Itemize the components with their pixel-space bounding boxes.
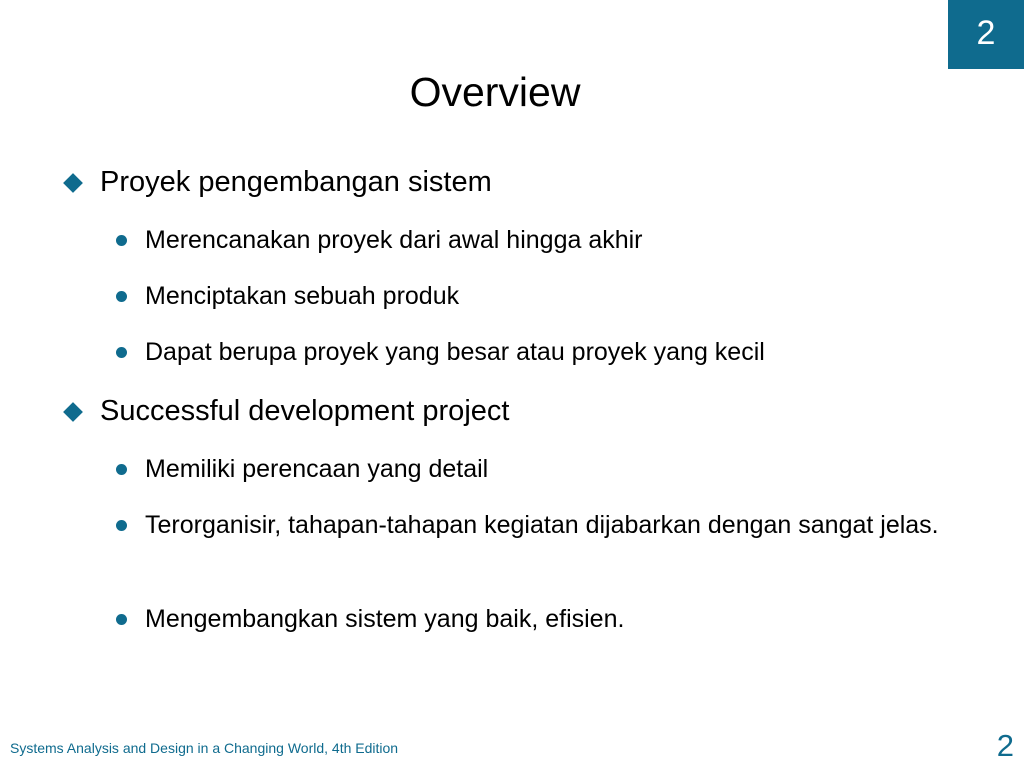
dot-bullet-icon xyxy=(116,291,127,302)
list-item: Memiliki perencaan yang detail xyxy=(145,455,489,483)
list-item: Mengembangkan sistem yang baik, efisien. xyxy=(145,605,625,633)
list-item: Terorganisir, tahapan-tahapan kegiatan dijabarkan dengan sangat jelas. xyxy=(145,511,939,539)
dot-bullet-icon xyxy=(116,464,127,475)
dot-bullet-icon xyxy=(116,347,127,358)
page-number: 2 xyxy=(996,728,1014,763)
diamond-bullet-icon xyxy=(63,402,83,422)
slide-title: Overview xyxy=(409,69,581,115)
list-item: Merencanakan proyek dari awal hingga akhir xyxy=(145,226,643,254)
diamond-bullet-icon xyxy=(63,173,83,193)
section-heading: Proyek pengembangan sistem xyxy=(100,166,492,198)
list-item: Menciptakan sebuah produk xyxy=(145,282,460,310)
section-heading: Successful development project xyxy=(100,395,510,427)
footer-text: Systems Analysis and Design in a Changing World, 4th Edition xyxy=(10,740,399,756)
dot-bullet-icon xyxy=(116,235,127,246)
chapter-number-badge: 2 xyxy=(948,0,1024,69)
dot-bullet-icon xyxy=(116,614,127,625)
dot-bullet-icon xyxy=(116,520,127,531)
list-item: Dapat berupa proyek yang besar atau proyek yang kecil xyxy=(145,338,765,366)
